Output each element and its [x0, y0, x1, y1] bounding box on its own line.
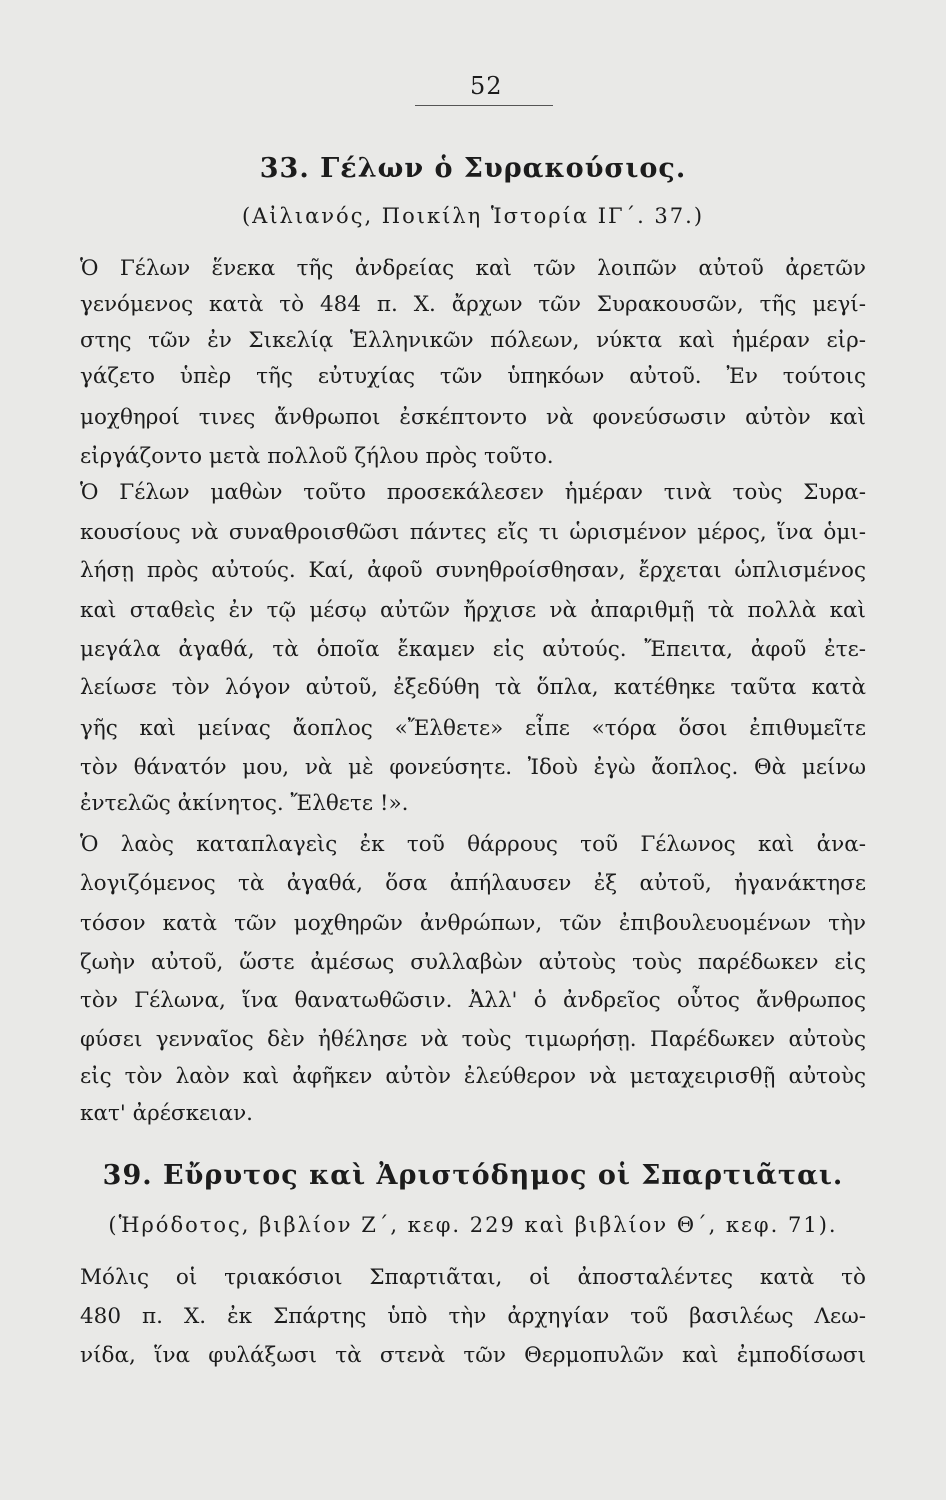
text-line: λήσῃ πρὸς αὐτούς. Καί, ἀφοῦ συνηθροίσθησαν, ἔρχεται ὡπλισμένος: [80, 558, 866, 583]
text-line: στης τῶν ἐν Σικελίᾳ Ἑλληνικῶν πόλεων, νύκτα καὶ ἡμέραν εἰρ-: [80, 328, 866, 353]
text-line: γάζετο ὑπὲρ τῆς εὐτυχίας τῶν ὑπηκόων αὐτοῦ. Ἐν τούτοις: [80, 364, 866, 389]
section-source: (Αἰλιανός, Ποικίλη Ἱστορία ΙΓ΄. 37.): [241, 204, 705, 228]
section-source: (Ἡρόδοτος, βιβλίον Ζ΄, κεφ. 229 καὶ βιβλίον Θ΄, κεφ. 71).: [108, 1213, 838, 1237]
section-heading: 33. Γέλων ὁ Συρακούσιος.: [259, 153, 687, 184]
text-line: Ὁ Γέλων μαθὼν τοῦτο προσεκάλεσεν ἡμέραν τινὰ τοὺς Συρα-: [80, 480, 866, 505]
text-line: μοχθηροί τινες ἄνθρωποι ἐσκέπτοντο νὰ φονεύσωσιν αὐτὸν καὶ: [80, 405, 866, 430]
text-line: ἐντελῶς ἀκίνητος. Ἔλθετε !».: [80, 791, 409, 816]
text-line: 480 π. Χ. ἐκ Σπάρτης ὑπὸ τὴν ἀρχηγίαν τοῦ βασιλέως Λεω-: [80, 1304, 866, 1329]
text-line: εἰς τὸν λαὸν καὶ ἀφῆκεν αὐτὸν ἐλεύθερον νὰ μεταχειρισθῇ αὐτοὺς: [80, 1064, 866, 1089]
text-line: τὸν Γέλωνα, ἵνα θανατωθῶσιν. Ἀλλ' ὁ ἀνδρεῖος οὗτος ἄνθρωπος: [80, 988, 866, 1013]
page-number: 52: [470, 72, 503, 100]
text-line: ζωὴν αὐτοῦ, ὥστε ἀμέσως συλλαβὼν αὐτοὺς τοὺς παρέδωκεν εἰς: [80, 950, 866, 975]
text-line: τόσον κατὰ τῶν μοχθηρῶν ἀνθρώπων, τῶν ἐπιβουλευομένων τὴν: [80, 911, 866, 936]
text-line: κουσίους νὰ συναθροισθῶσι πάντες εἴς τι ὡρισμένον μέρος, ἵνα ὁμι-: [80, 520, 866, 545]
text-line: καὶ σταθεὶς ἐν τῷ μέσῳ αὐτῶν ἤρχισε νὰ ἀπαριθμῇ τὰ πολλὰ καὶ: [80, 598, 866, 623]
text-line: Ὁ λαὸς καταπλαγεὶς ἐκ τοῦ θάρρους τοῦ Γέλωνος καὶ ἀνα-: [80, 832, 866, 857]
text-line: γῆς καὶ μείνας ἄοπλος «Ἔλθετε» εἶπε «τόρα ὅσοι ἐπιθυμεῖτε: [80, 716, 866, 741]
text-line: Ὁ Γέλων ἕνεκα τῆς ἀνδρείας καὶ τῶν λοιπῶν αὐτοῦ ἀρετῶν: [80, 256, 866, 281]
text-line: νίδα, ἵνα φυλάξωσι τὰ στενὰ τῶν Θερμοπυλῶν καὶ ἐμποδίσωσι: [80, 1343, 866, 1368]
text-line: τὸν θάνατόν μου, νὰ μὲ φονεύσητε. Ἰδοὺ ἐγὼ ἄοπλος. Θὰ μείνω: [80, 755, 866, 780]
text-line: μεγάλα ἀγαθά, τὰ ὁποῖα ἔκαμεν εἰς αὐτούς. Ἔπειτα, ἀφοῦ ἐτε-: [80, 637, 866, 662]
text-line: γενόμενος κατὰ τὸ 484 π. Χ. ἄρχων τῶν Συρακουσῶν, τῆς μεγί-: [80, 292, 866, 317]
text-line: Μόλις οἱ τριακόσιοι Σπαρτιᾶται, οἱ ἀποσταλέντες κατὰ τὸ: [80, 1265, 866, 1290]
text-line: φύσει γενναῖος δὲν ἠθέλησε νὰ τοὺς τιμωρήσῃ. Παρέδωκεν αὐτοὺς: [80, 1027, 866, 1052]
text-line: κατ' ἀρέσκειαν.: [80, 1101, 253, 1126]
text-line: λογιζόμενος τὰ ἀγαθά, ὅσα ἀπήλαυσεν ἐξ αὐτοῦ, ἠγανάκτησε: [80, 871, 866, 896]
text-line: λείωσε τὸν λόγον αὐτοῦ, ἐξεδύθη τὰ ὅπλα, κατέθηκε ταῦτα κατὰ: [80, 675, 866, 700]
header-rule: [415, 105, 553, 106]
section-heading: 39. Εὔρυτος καὶ Ἀριστόδημος οἱ Σπαρτιᾶται.: [102, 1160, 844, 1191]
text-line: εἰργάζοντο μετὰ πολλοῦ ζήλου πρὸς τοῦτο.: [80, 444, 554, 469]
